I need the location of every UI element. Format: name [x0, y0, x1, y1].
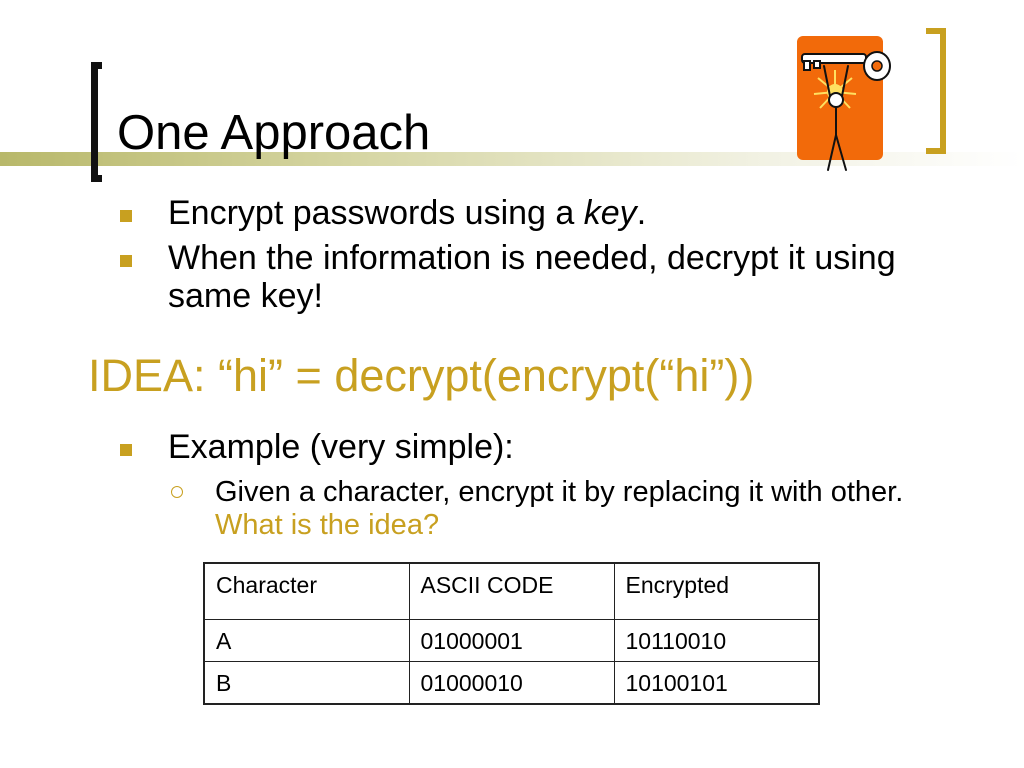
slide-title: One Approach [117, 106, 431, 160]
bullet-suffix: . [636, 194, 647, 232]
right-bracket-decoration [926, 28, 946, 154]
bullet-item [116, 239, 976, 315]
bullet-item [116, 194, 976, 232]
sub-bullet-item [168, 476, 976, 542]
table-cell: 01000001 [409, 620, 614, 662]
sub-bullet-highlight: What is the idea? [215, 509, 440, 541]
bullet-item [116, 428, 976, 466]
bullet-emphasis: key [583, 194, 637, 232]
table-cell: 01000010 [409, 662, 614, 705]
bullet-text: Encrypt passwords using a [168, 194, 584, 232]
example-section [116, 428, 976, 542]
idea-heading: IDEA: “hi” = decrypt(encrypt(“hi”)) [88, 350, 755, 401]
sub-bullet-text: Given a character, encrypt it by replacing it with other. [215, 476, 904, 508]
example-label: Example (very simple): [168, 428, 514, 466]
table-header-row [204, 563, 819, 620]
bullet-list [116, 194, 976, 322]
table-row [204, 662, 819, 705]
table-cell: B [204, 662, 409, 705]
encryption-table [203, 562, 820, 705]
square-bullet-icon [120, 255, 132, 267]
table-header-cell: ASCII CODE [409, 563, 614, 620]
table-cell: A [204, 620, 409, 662]
table-cell: 10100101 [614, 662, 819, 705]
table-header-cell: Character [204, 563, 409, 620]
table-cell: 10110010 [614, 620, 819, 662]
circle-bullet-icon [171, 486, 183, 498]
square-bullet-icon [120, 444, 132, 456]
table-header-cell: Encrypted [614, 563, 819, 620]
left-bracket-decoration [91, 62, 102, 182]
person-holding-key-icon [790, 30, 902, 175]
square-bullet-icon [120, 210, 132, 222]
table-row [204, 620, 819, 662]
bullet-text: When the information is needed, decrypt it using same key! [168, 239, 896, 315]
